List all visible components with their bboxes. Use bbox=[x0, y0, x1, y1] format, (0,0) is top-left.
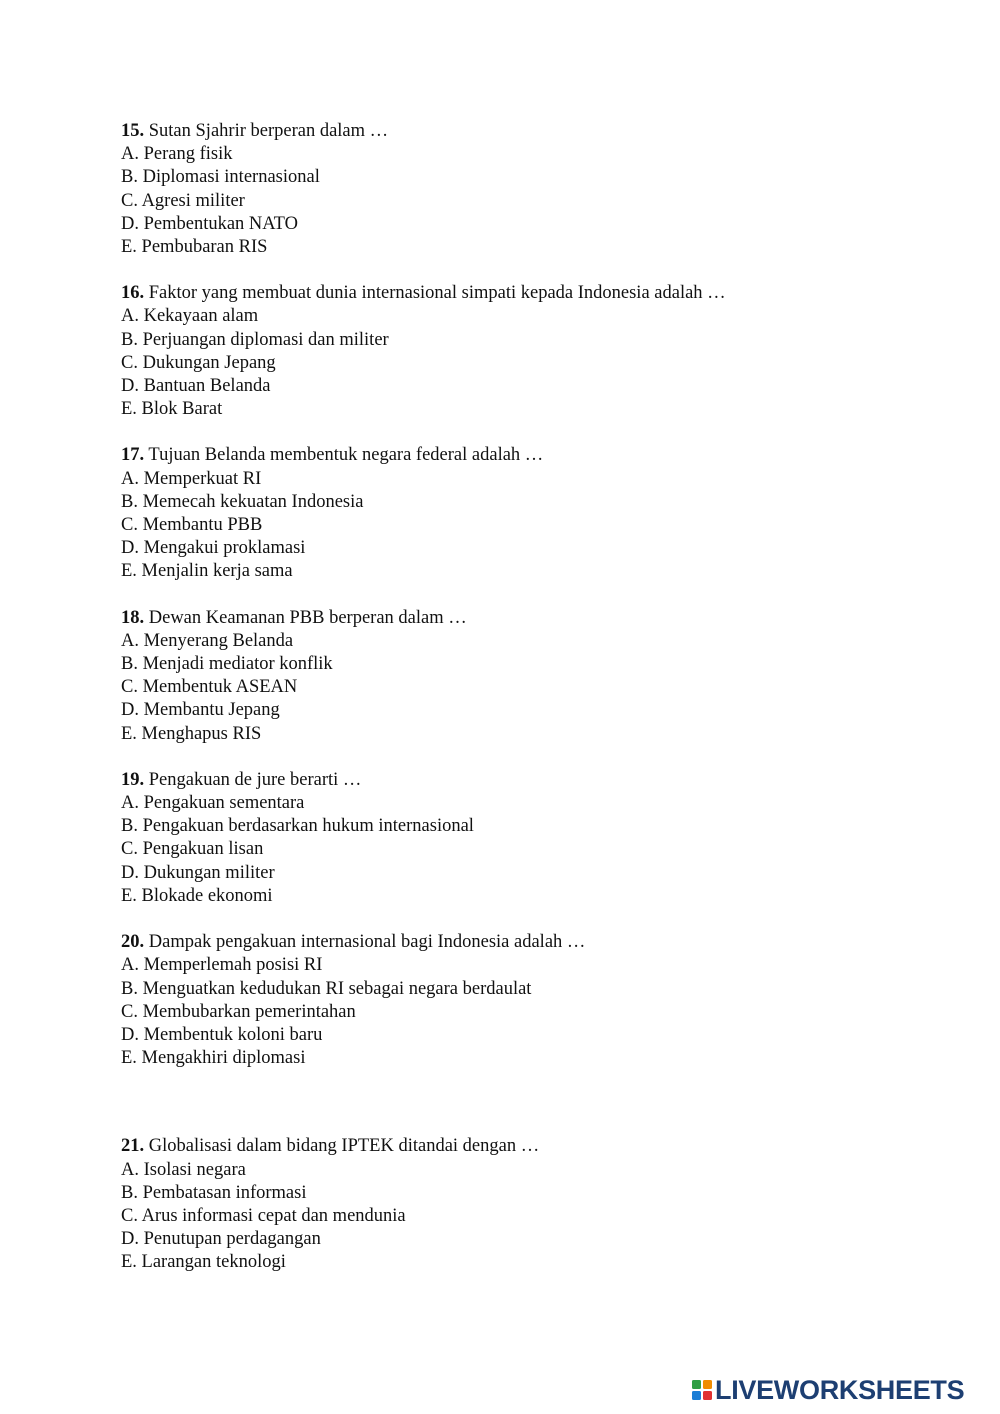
option-b: B. Pembatasan informasi bbox=[121, 1182, 307, 1203]
option-e: E. Blok Barat bbox=[121, 399, 223, 420]
question-stem bbox=[121, 607, 881, 630]
question-stem bbox=[121, 444, 881, 467]
option-c: C. Pengakuan lisan bbox=[121, 839, 264, 860]
option-c: C. Dukungan Jepang bbox=[121, 352, 276, 373]
option-c: C. Agresi militer bbox=[121, 190, 245, 211]
option-c: C. Membantu PBB bbox=[121, 515, 263, 536]
question-text: Dewan Keamanan PBB berperan dalam … bbox=[148, 607, 467, 628]
option-b: B. Diplomasi internasional bbox=[121, 167, 320, 188]
question-number: 15. bbox=[121, 121, 145, 141]
option-a: A. Memperkuat RI bbox=[121, 468, 262, 489]
question-text: Globalisasi dalam bidang IPTEK ditandai dengan … bbox=[148, 1136, 540, 1157]
question-15 bbox=[121, 120, 881, 259]
option-d: D. Mengakui proklamasi bbox=[121, 538, 306, 559]
option-a: A. Kekayaan alam bbox=[121, 306, 259, 327]
option-e: E. Menghapus RIS bbox=[121, 723, 262, 744]
brand-wordmark: LIVEWORKSHEETS bbox=[715, 1374, 965, 1405]
question-number: 17. bbox=[121, 445, 145, 466]
liveworksheets-logo-icon bbox=[692, 1380, 712, 1400]
question-stem bbox=[121, 1135, 881, 1158]
question-number: 18. bbox=[121, 607, 145, 628]
logo-square-blue bbox=[692, 1391, 701, 1400]
option-d: D. Pembentukan NATO bbox=[121, 213, 298, 234]
option-b: B. Memecah kekuatan Indonesia bbox=[121, 491, 364, 512]
question-20 bbox=[121, 931, 881, 1070]
question-stem bbox=[121, 931, 881, 954]
question-18 bbox=[121, 607, 881, 746]
logo-square-red bbox=[703, 1391, 712, 1400]
question-17 bbox=[121, 444, 881, 583]
question-text: Faktor yang membuat dunia internasional simpati kepada Indonesia adalah … bbox=[148, 283, 726, 304]
option-b: B. Menguatkan kedudukan RI sebagai negara berdaulat bbox=[121, 978, 532, 999]
option-a: A. Isolasi negara bbox=[121, 1159, 246, 1180]
option-d: D. Dukungan militer bbox=[121, 862, 275, 883]
option-b: B. Pengakuan berdasarkan hukum internasional bbox=[121, 816, 474, 837]
option-e: E. Mengakhiri diplomasi bbox=[121, 1048, 306, 1069]
option-e: E. Larangan teknologi bbox=[121, 1252, 286, 1273]
option-d: D. Penutupan perdagangan bbox=[121, 1229, 321, 1250]
option-c: C. Membubarkan pemerintahan bbox=[121, 1001, 356, 1022]
option-d: D. Bantuan Belanda bbox=[121, 376, 271, 397]
option-e: E. Menjalin kerja sama bbox=[121, 561, 293, 582]
question-stem bbox=[121, 769, 881, 792]
option-d: D. Membentuk koloni baru bbox=[121, 1024, 323, 1045]
logo-square-orange bbox=[703, 1380, 712, 1389]
question-text: Sutan Sjahrir berperan dalam … bbox=[148, 121, 389, 141]
question-number: 20. bbox=[121, 932, 145, 953]
question-text: Pengakuan de jure berarti … bbox=[148, 769, 362, 790]
liveworksheets-brand bbox=[692, 1375, 964, 1405]
question-text: Dampak pengakuan internasional bagi Indonesia adalah … bbox=[148, 932, 586, 953]
option-c: C. Membentuk ASEAN bbox=[121, 677, 298, 698]
question-number: 19. bbox=[121, 769, 145, 790]
option-a: A. Memperlemah posisi RI bbox=[121, 955, 323, 976]
question-number: 21. bbox=[121, 1136, 145, 1157]
option-e: E. Pembubaran RIS bbox=[121, 237, 268, 258]
question-number: 16. bbox=[121, 283, 145, 304]
question-stem bbox=[121, 120, 881, 143]
option-b: B. Perjuangan diplomasi dan militer bbox=[121, 329, 389, 350]
option-d: D. Membantu Jepang bbox=[121, 700, 280, 721]
option-a: A. Perang fisik bbox=[121, 144, 233, 165]
option-c: C. Arus informasi cepat dan mendunia bbox=[121, 1205, 406, 1226]
option-a: A. Pengakuan sementara bbox=[121, 793, 305, 814]
question-21 bbox=[121, 1135, 881, 1274]
question-19 bbox=[121, 769, 881, 908]
option-a: A. Menyerang Belanda bbox=[121, 630, 294, 651]
option-e: E. Blokade ekonomi bbox=[121, 885, 273, 906]
option-b: B. Menjadi mediator konflik bbox=[121, 654, 333, 675]
logo-square-green bbox=[692, 1380, 701, 1389]
question-stem bbox=[121, 282, 881, 305]
worksheet-page bbox=[121, 120, 881, 1298]
question-16 bbox=[121, 282, 881, 421]
question-text: Tujuan Belanda membentuk negara federal adalah … bbox=[148, 445, 544, 466]
